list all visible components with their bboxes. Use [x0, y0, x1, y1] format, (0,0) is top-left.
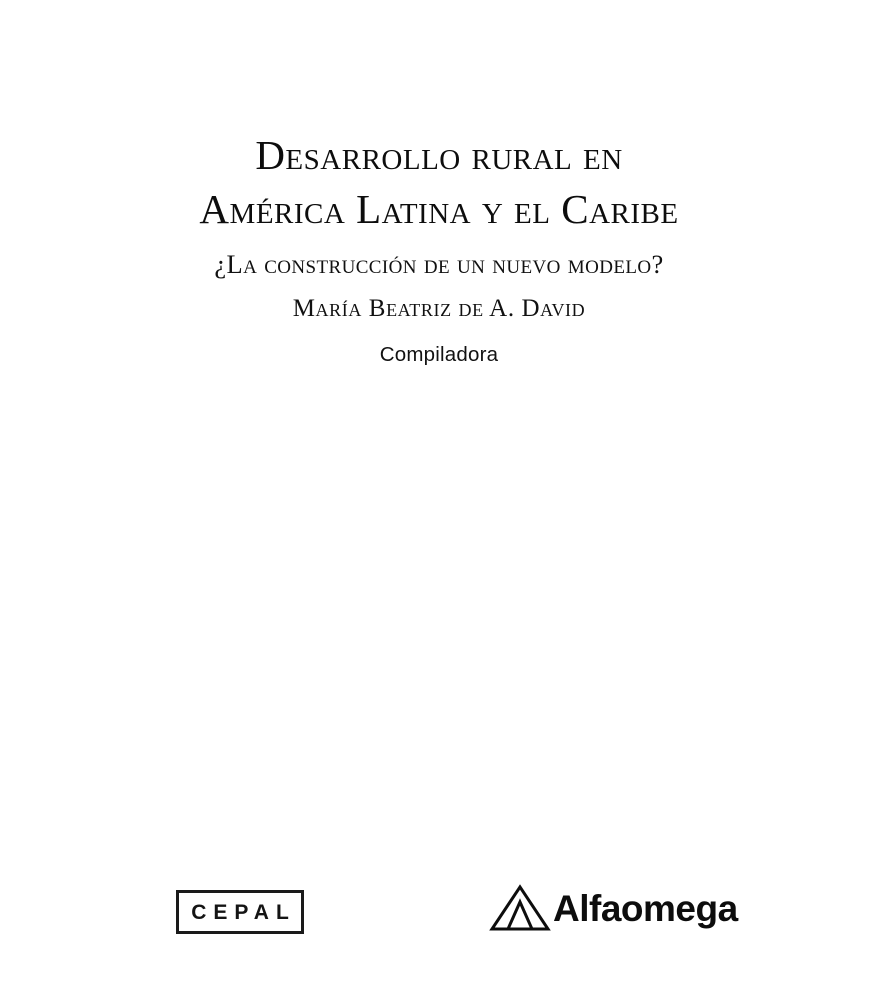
page-title-line-1: Desarrollo rural en: [255, 132, 623, 178]
author-name: María Beatriz de A. David: [292, 295, 586, 323]
title-block: [0, 128, 878, 367]
publisher-logos: [0, 884, 878, 954]
alfaomega-triangle-icon: [489, 884, 551, 932]
alfaomega-logo-text: Alfaomega: [553, 887, 738, 929]
page-subtitle: ¿La construcción de un nuevo modelo?: [214, 249, 664, 280]
alfaomega-logo: [489, 884, 738, 932]
author-role: Compiladora: [379, 343, 499, 367]
cepal-logo: [176, 890, 304, 934]
cepal-logo-text: CEPAL: [191, 900, 296, 924]
page-title-line-2: América Latina y el Caribe: [199, 186, 679, 233]
